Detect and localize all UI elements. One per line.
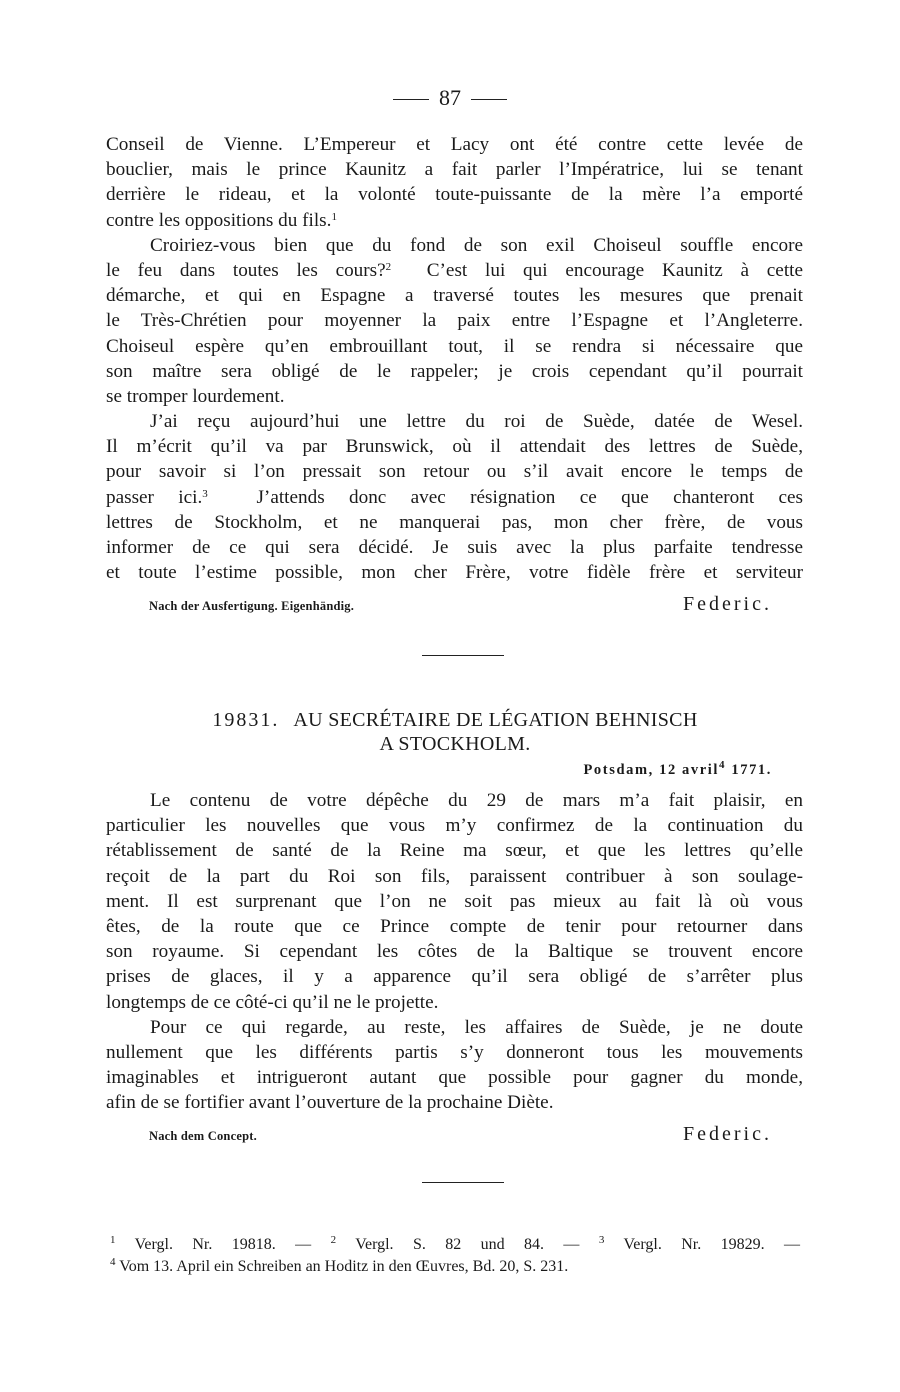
letter2-signature: Federic. — [683, 1123, 772, 1145]
letter1-line: Il m’écrit qu’il va par Brunswick, où il attendait des lettres de Suède, — [106, 436, 803, 458]
letter1-closing — [106, 592, 772, 616]
letter1-line — [106, 258, 803, 283]
letter1-line: J’ai reçu aujourd’hui une lettre du roi de Suède, datée de Wesel. — [150, 411, 803, 433]
letter1-source-note: Nach der Ausfertigung. Eigenhändig. — [149, 599, 355, 613]
letter2-heading-line1 — [160, 708, 750, 732]
letter2-source-note: Nach dem Concept. — [149, 1129, 257, 1143]
letter2-number: 19831. — [212, 709, 280, 731]
letter2-line: Pour ce qui regarde, au reste, les affaires de Suède, je ne doute — [150, 1016, 803, 1038]
footnote-mark: 1 — [331, 210, 337, 223]
letter2-line: son royaume. Si cependant les côtes de la Baltique se trouvent encore — [106, 941, 803, 963]
letter2-line: afin de se fortifier avant l’ouverture de la prochaine Diète. — [106, 1092, 554, 1114]
letter2-title-line2: A STOCKHOLM. — [379, 733, 531, 755]
letter1-line: et toute l’estime possible, mon cher Frère, votre fidèle frère et serviteur — [106, 562, 803, 584]
footnotes — [110, 1234, 800, 1278]
footnote-3 — [599, 1236, 800, 1253]
footnote-mark: 4 — [719, 759, 727, 771]
letter2-body — [106, 788, 803, 1115]
letter1-line: Croiriez-vous bien que du fond de son exil Choiseul souffle encore — [150, 234, 803, 256]
page-number-value: 87 — [439, 85, 461, 110]
letter1-line: informer de ce qui sera décidé. Je suis avec la plus parfaite tendresse — [106, 537, 803, 558]
letter2-title-line1: AU SECRÉTAIRE DE LÉGATION BEHNISCH — [293, 709, 698, 731]
footnote-text: Vergl. S. 82 und 84. — — [355, 1236, 580, 1253]
letter1-line: bouclier, mais le prince Kaunitz a fait parler l’Impératrice, lui se tenant — [106, 159, 803, 181]
letter2-line: longtemps de ce côté-ci qu’il ne le projette. — [106, 991, 439, 1013]
letter1-body — [106, 132, 803, 585]
letter1-line: lettres de Stockholm, et ne manquerai pas, mon cher frère, de vous — [106, 511, 803, 533]
page-number-dash-left — [393, 99, 429, 100]
letter1-line: pour savoir si l’on pressait son retour ou s’il avait encore le temps de — [106, 461, 803, 483]
letter1-line-text: le feu dans toutes les cours? — [106, 259, 386, 281]
footnote-mark: 4 — [110, 1256, 116, 1268]
dateline-date: 12 avril — [659, 762, 720, 778]
letter2-closing — [106, 1122, 772, 1146]
footnote-separator — [422, 1182, 504, 1183]
letter2-line: prises de glaces, il y a apparence qu’il sera obligé de s’arrêter plus — [106, 966, 803, 988]
letter1-line: Choiseul espère qu’en embrouillant tout, il se rendra si nécessaire que — [106, 335, 803, 357]
footnote-mark: 3 — [202, 487, 208, 500]
letter1-line: son maître sera obligé de le rappeler; je crois cependant qu’il pourrait — [106, 360, 803, 382]
page-number — [0, 84, 900, 112]
letter1-line — [106, 208, 803, 233]
footnote-text: Vergl. Nr. 19818. — — [134, 1236, 312, 1253]
letter2-heading — [160, 708, 750, 756]
letter2-line: êtes, de la route que ce Prince compte de tenir pour retourner dans — [106, 915, 803, 937]
letter1-line: derrière le rideau, et la volonté toute-puissante de la mère l’a emporté — [106, 184, 803, 206]
letter2-line: particulier les nouvelles que vous m’y confirmez de la continuation du — [106, 815, 803, 837]
letter2-line: reçoit de la part du Roi son fils, paraissent contribuer à son soulage- — [106, 865, 803, 887]
letter2-line: nullement que les différents partis s’y donneront tous les mouvements — [106, 1041, 803, 1063]
dateline-place: Potsdam, — [583, 762, 654, 778]
footnote-mark: 3 — [598, 1234, 605, 1246]
footnote-line — [110, 1234, 800, 1256]
footnote-2 — [331, 1236, 580, 1253]
letter1-line: se tromper lourdement. — [106, 385, 285, 407]
letter2-line: Le contenu de votre dépêche du 29 de mars m’a fait plaisir, en — [150, 790, 803, 811]
letter1-line-text: C’est lui qui encourage Kaunitz à cette — [426, 259, 803, 281]
page-number-dash-right — [471, 99, 507, 100]
footnote-mark: 1 — [110, 1234, 116, 1246]
letter1-line: Conseil de Vienne. L’Empereur et Lacy ont été contre cette levée de — [106, 134, 803, 155]
footnote-1 — [110, 1236, 311, 1253]
footnote-mark: 2 — [330, 1234, 337, 1246]
letter1-line-text: contre les oppositions du fils. — [106, 209, 332, 231]
footnote-mark: 2 — [385, 260, 392, 273]
letter1-line-text: passer ici. — [106, 486, 203, 508]
letter2-line: rétablissement de santé de la Reine ma sœur, et que les lettres qu’elle — [106, 840, 803, 862]
footnote-line — [110, 1256, 800, 1278]
dateline-year: 1771. — [731, 762, 772, 778]
section-separator — [422, 655, 504, 656]
footnote-4-text: Vom 13. April ein Schreiben an Hoditz in den Œuvres, Bd. 20, S. 231. — [119, 1258, 569, 1275]
letter1-line: le Très-Chrétien pour moyenner la paix entre l’Espagne et l’Angleterre. — [106, 310, 803, 332]
footnote-text: Vergl. Nr. 19829. — — [623, 1236, 801, 1253]
letter1-signature: Federic. — [683, 593, 772, 615]
letter1-line: démarche, et qui en Espagne a traversé toutes les mesures que prenait — [106, 285, 803, 307]
letter1-line — [106, 485, 803, 510]
letter2-line: ment. Il est surprenant que l’on ne soit pas mieux au fait là où vous — [106, 890, 803, 912]
letter2-dateline — [583, 759, 772, 779]
letter2-line: imaginables et intrigueront autant que possible pour gagner du monde, — [106, 1067, 803, 1089]
letter1-line-text: J’attends donc avec résignation ce que chanteront ces — [256, 486, 803, 508]
